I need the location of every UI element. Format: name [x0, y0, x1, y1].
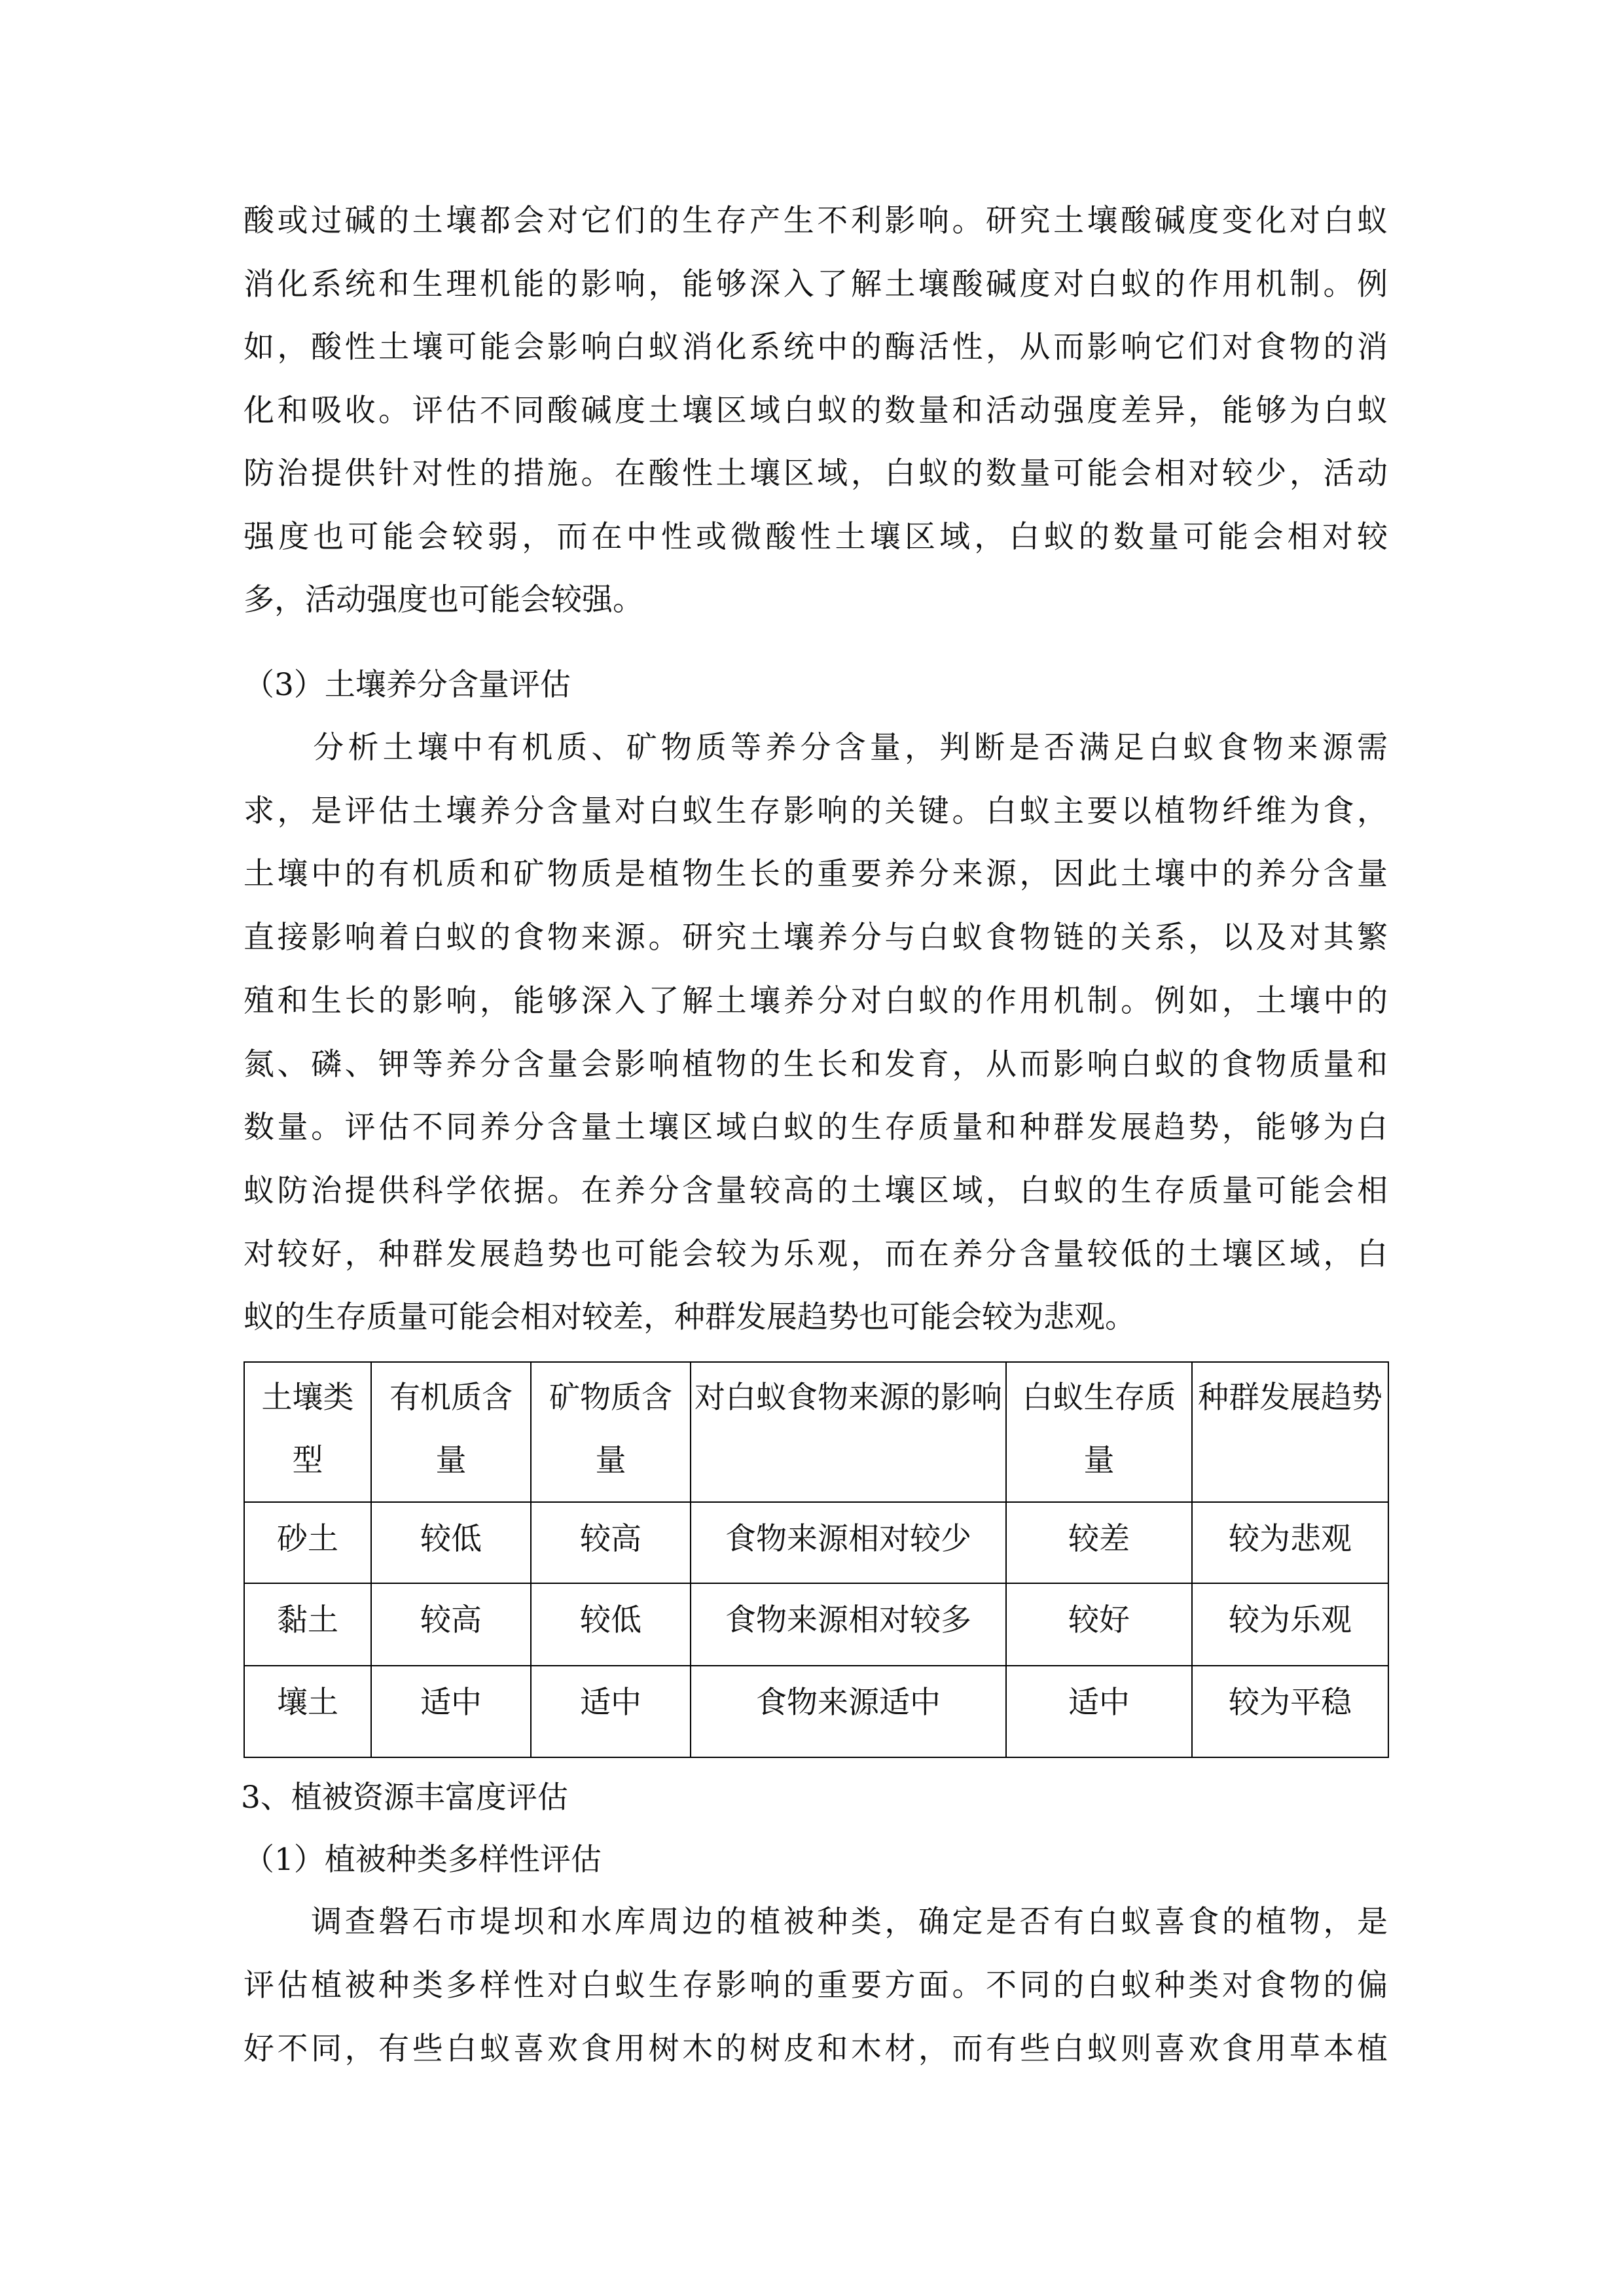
paragraph-line: 数量。评估不同养分含量土壤区域白蚁的生存质量和种群发展趋势，能够为白: [244, 1109, 1388, 1146]
paragraph-line: 评估植被种类多样性对白蚁生存影响的重要方面。不同的白蚁种类对食物的偏: [244, 1967, 1388, 2003]
table-cell: 较好: [1006, 1583, 1192, 1666]
soil-nutrient-table: [244, 1361, 1389, 1758]
paragraph-line: 酸或过碱的土壤都会对它们的生存产生不利影响。研究土壤酸碱度变化对白蚁: [244, 203, 1388, 239]
table-cell: 砂土: [244, 1502, 371, 1583]
paragraph-line: 分析土壤中有机质、矿物质等养分含量，判断是否满足白蚁食物来源需: [244, 730, 1388, 766]
table-cell: 较为平稳: [1192, 1666, 1388, 1757]
table-row: [244, 1502, 1388, 1583]
paragraph-line: 化和吸收。评估不同酸碱度土壤区域白蚁的数量和活动强度差异，能够为白蚁: [244, 392, 1388, 429]
paragraph-line: 好不同，有些白蚁喜欢食用树木的树皮和木材，而有些白蚁则喜欢食用草本植: [244, 2031, 1388, 2067]
paragraph-line: 殖和生长的影响，能够深入了解土壤养分对白蚁的作用机制。例如，土壤中的: [244, 982, 1388, 1019]
heading-soil-nutrient: （3）土壤养分含量评估: [244, 667, 571, 703]
table-cell: 较为乐观: [1192, 1583, 1388, 1666]
paragraph-line: 对较好，种群发展趋势也可能会较为乐观，而在养分含量较低的土壤区域，白: [244, 1236, 1388, 1272]
table-header-row: [244, 1362, 1388, 1502]
paragraph-line: 防治提供针对性的措施。在酸性土壤区域，白蚁的数量可能会相对较少，活动: [244, 456, 1388, 492]
table-header-cell: 对白蚁食物来源的影响: [691, 1362, 1006, 1502]
table-cell: 较低: [371, 1502, 531, 1583]
table-header-cell: 白蚁生存质量: [1006, 1362, 1192, 1502]
section-heading-vegetation: 3、植被资源丰富度评估: [241, 1780, 568, 1816]
table-cell: 较差: [1006, 1502, 1192, 1583]
table-cell: 食物来源相对较少: [691, 1502, 1006, 1583]
table-header-cell: 有机质含量: [371, 1362, 531, 1502]
table-header-cell: 种群发展趋势: [1192, 1362, 1388, 1502]
table-cell: 适中: [371, 1666, 531, 1757]
table-row: [244, 1583, 1388, 1666]
table-cell: 适中: [1006, 1666, 1192, 1757]
table-header-cell: 矿物质含量: [531, 1362, 691, 1502]
table-cell: 壤土: [244, 1666, 371, 1757]
paragraph-line: 多，活动强度也可能会较强。: [244, 582, 643, 618]
table-cell: 食物来源适中: [691, 1666, 1006, 1757]
table-cell: 较高: [531, 1502, 691, 1583]
table-cell: 较为悲观: [1192, 1502, 1388, 1583]
table-cell: 适中: [531, 1666, 691, 1757]
table-cell: 食物来源相对较多: [691, 1583, 1006, 1666]
table-cell: 较高: [371, 1583, 531, 1666]
paragraph-line: 如，酸性土壤可能会影响白蚁消化系统中的酶活性，从而影响它们对食物的消: [244, 329, 1388, 365]
table-cell: 黏土: [244, 1583, 371, 1666]
paragraph-line: 求，是评估土壤养分含量对白蚁生存影响的关键。白蚁主要以植物纤维为食，: [244, 793, 1388, 829]
table-row: [244, 1666, 1388, 1757]
paragraph-line: 氮、磷、钾等养分含量会影响植物的生长和发育，从而影响白蚁的食物质量和: [244, 1046, 1388, 1083]
table-cell: 较低: [531, 1583, 691, 1666]
heading-vegetation-diversity: （1）植被种类多样性评估: [244, 1842, 602, 1878]
table-header-cell: 土壤类型: [244, 1362, 371, 1502]
paragraph-line: 蚁的生存质量可能会相对较差，种群发展趋势也可能会较为悲观。: [244, 1299, 1136, 1336]
paragraph-line: 强度也可能会较弱，而在中性或微酸性土壤区域，白蚁的数量可能会相对较: [244, 518, 1388, 555]
paragraph-line: 消化系统和生理机能的影响，能够深入了解土壤酸碱度对白蚁的作用机制。例: [244, 266, 1388, 302]
paragraph-line: 土壤中的有机质和矿物质是植物生长的重要养分来源，因此土壤中的养分含量: [244, 856, 1388, 893]
paragraph-line: 直接影响着白蚁的食物来源。研究土壤养分与白蚁食物链的关系，以及对其繁: [244, 920, 1388, 956]
paragraph-line: 蚁防治提供科学依据。在养分含量较高的土壤区域，白蚁的生存质量可能会相: [244, 1172, 1388, 1209]
paragraph-line: 调查磐石市堤坝和水库周边的植被种类，确定是否有白蚁喜食的植物，是: [244, 1904, 1388, 1940]
